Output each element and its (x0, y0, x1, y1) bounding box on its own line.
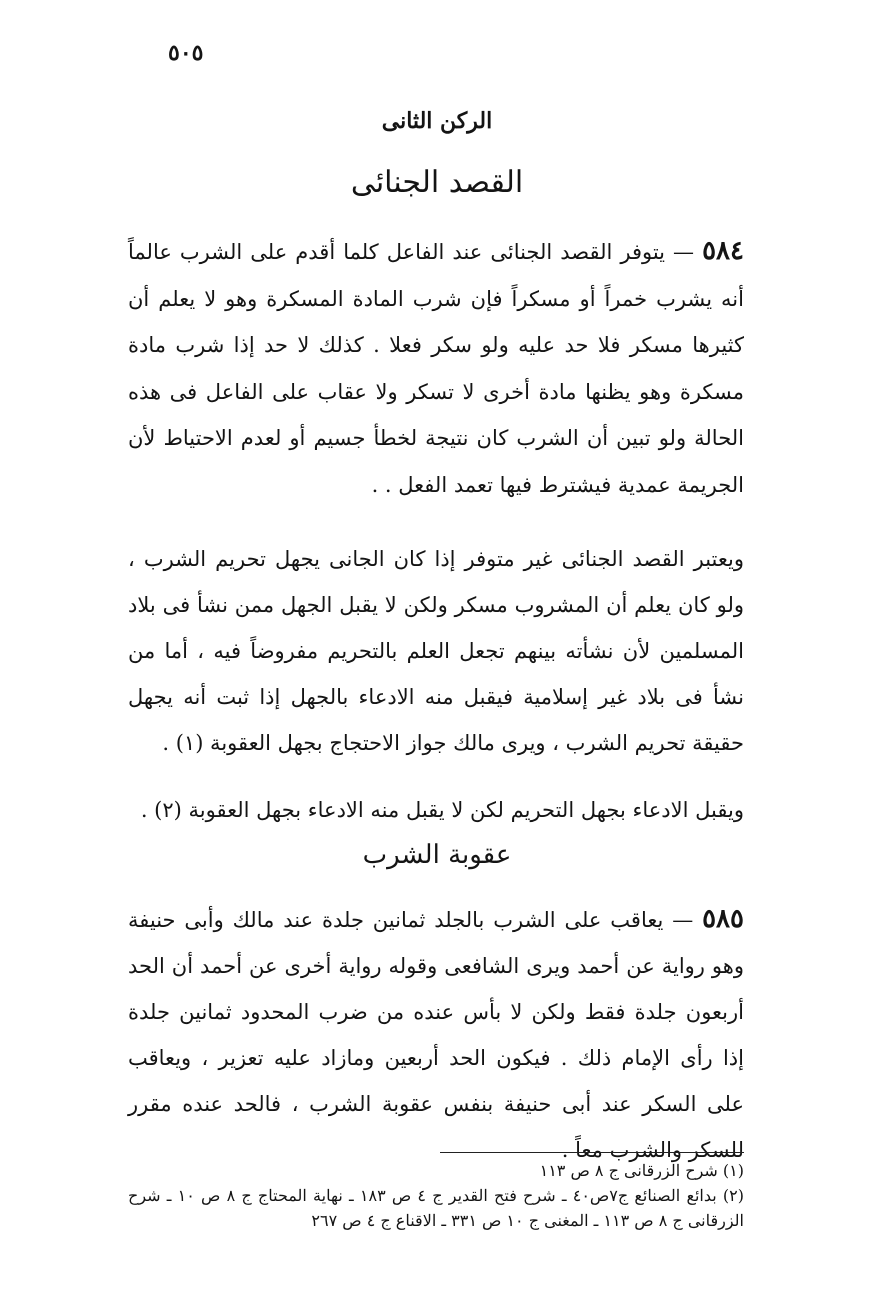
section-heading-title: القصد الجنائى (350, 165, 524, 200)
paragraph-dash: — (663, 908, 703, 932)
paragraph-claim: ويقبل الادعاء بجهل التحريم لكن لا يقبل منه الادعاء بجهل العقوبة (٢) . (140, 798, 744, 822)
paragraph-text: يتوفر القصد الجنائى عند الفاعل كلما أقدم على الشرب عالماً أنه يشرب خمراً أو مسكراً فإن شرب المادة المسكرة وهو لا يعلم أن كثيرها مسكر فلا حد عليه ولو سكر فعلا . كذلك لا حد إذا شرب مادة مسكرة وهو يظنها مادة أخرى لا تسكر ولا عقاب على الفاعل فى هذه الحالة ولو تبين أن الشرب كان نتيجة لخطأ جسيم أو لعدم الاحتياط لأن الجريمة عمدية فيشترط فيها تعمد الفعل . . (128, 240, 744, 497)
paragraph-dash: — (665, 240, 703, 264)
paragraph-text: يعاقب على الشرب بالجلد ثمانين جلدة عند مالك وأبى حنيفة وهو رواية عن أحمد ويرى الشافعى وقوله رواية أخرى عن أحمد أن الحد أربعون جلدة فقط ولكن لا بأس عنده من ضرب المحدود ثمانين جلدة إذا رأى الإمام ذلك . فيكون الحد أربعين ومازاد عليه تعزير ، ويعاقب على السكر عند أبى حنيفة بنفس عقوبة الشرب ، فالحد عنده مقرر للسكر والشرب معاً . (128, 908, 744, 1162)
section-heading-part: الركن الثانى (381, 108, 493, 134)
paragraph-584 (128, 228, 744, 508)
paragraph-ignorance: ويعتبر القصد الجنائى غير متوفر إذا كان الجانى يجهل تحريم الشرب ، ولو كان يعلم أن المشروب مسكر ولكن لا يقبل الجهل ممن نشأ فى بلاد المسلمين لأن نشأته بينهم تجعل العلم بالتحريم مفروضاً فيه ، أما من نشأ فى بلاد غير إسلامية فيقبل منه الادعاء بالجهل إذا ثبت أنه يجهل حقيقة تحريم الشرب ، ويرى مالك جواز الاحتجاج بجهل العقوبة (١) . (128, 547, 744, 755)
footnote-2: (٢) بدائع الصنائع ج٧ص٤٠ ـ شرح فتح القدير ج ٤ ص ١٨٣ ـ نهاية المحتاج ج ٨ ص ١٠ ـ شرح الزرقانى ج ٨ ص ١١٣ ـ المغنى ج ١٠ ص ٣٣١ ـ الاقناع ج ٤ ص ٢٦٧ (128, 1186, 744, 1230)
page-number: ٥٠٥ (168, 40, 204, 66)
paragraph-number: ٥٨٤ (702, 236, 744, 266)
footnotes (128, 1158, 744, 1233)
paragraph-number: ٥٨٥ (702, 904, 744, 934)
footnote-divider (440, 1152, 744, 1153)
footnote-1: (١) شرح الزرقانى ج ٨ ص ١١٣ (539, 1161, 744, 1180)
paragraph-585 (128, 896, 744, 1173)
section-heading-punishment: عقوبة الشرب (362, 840, 512, 870)
